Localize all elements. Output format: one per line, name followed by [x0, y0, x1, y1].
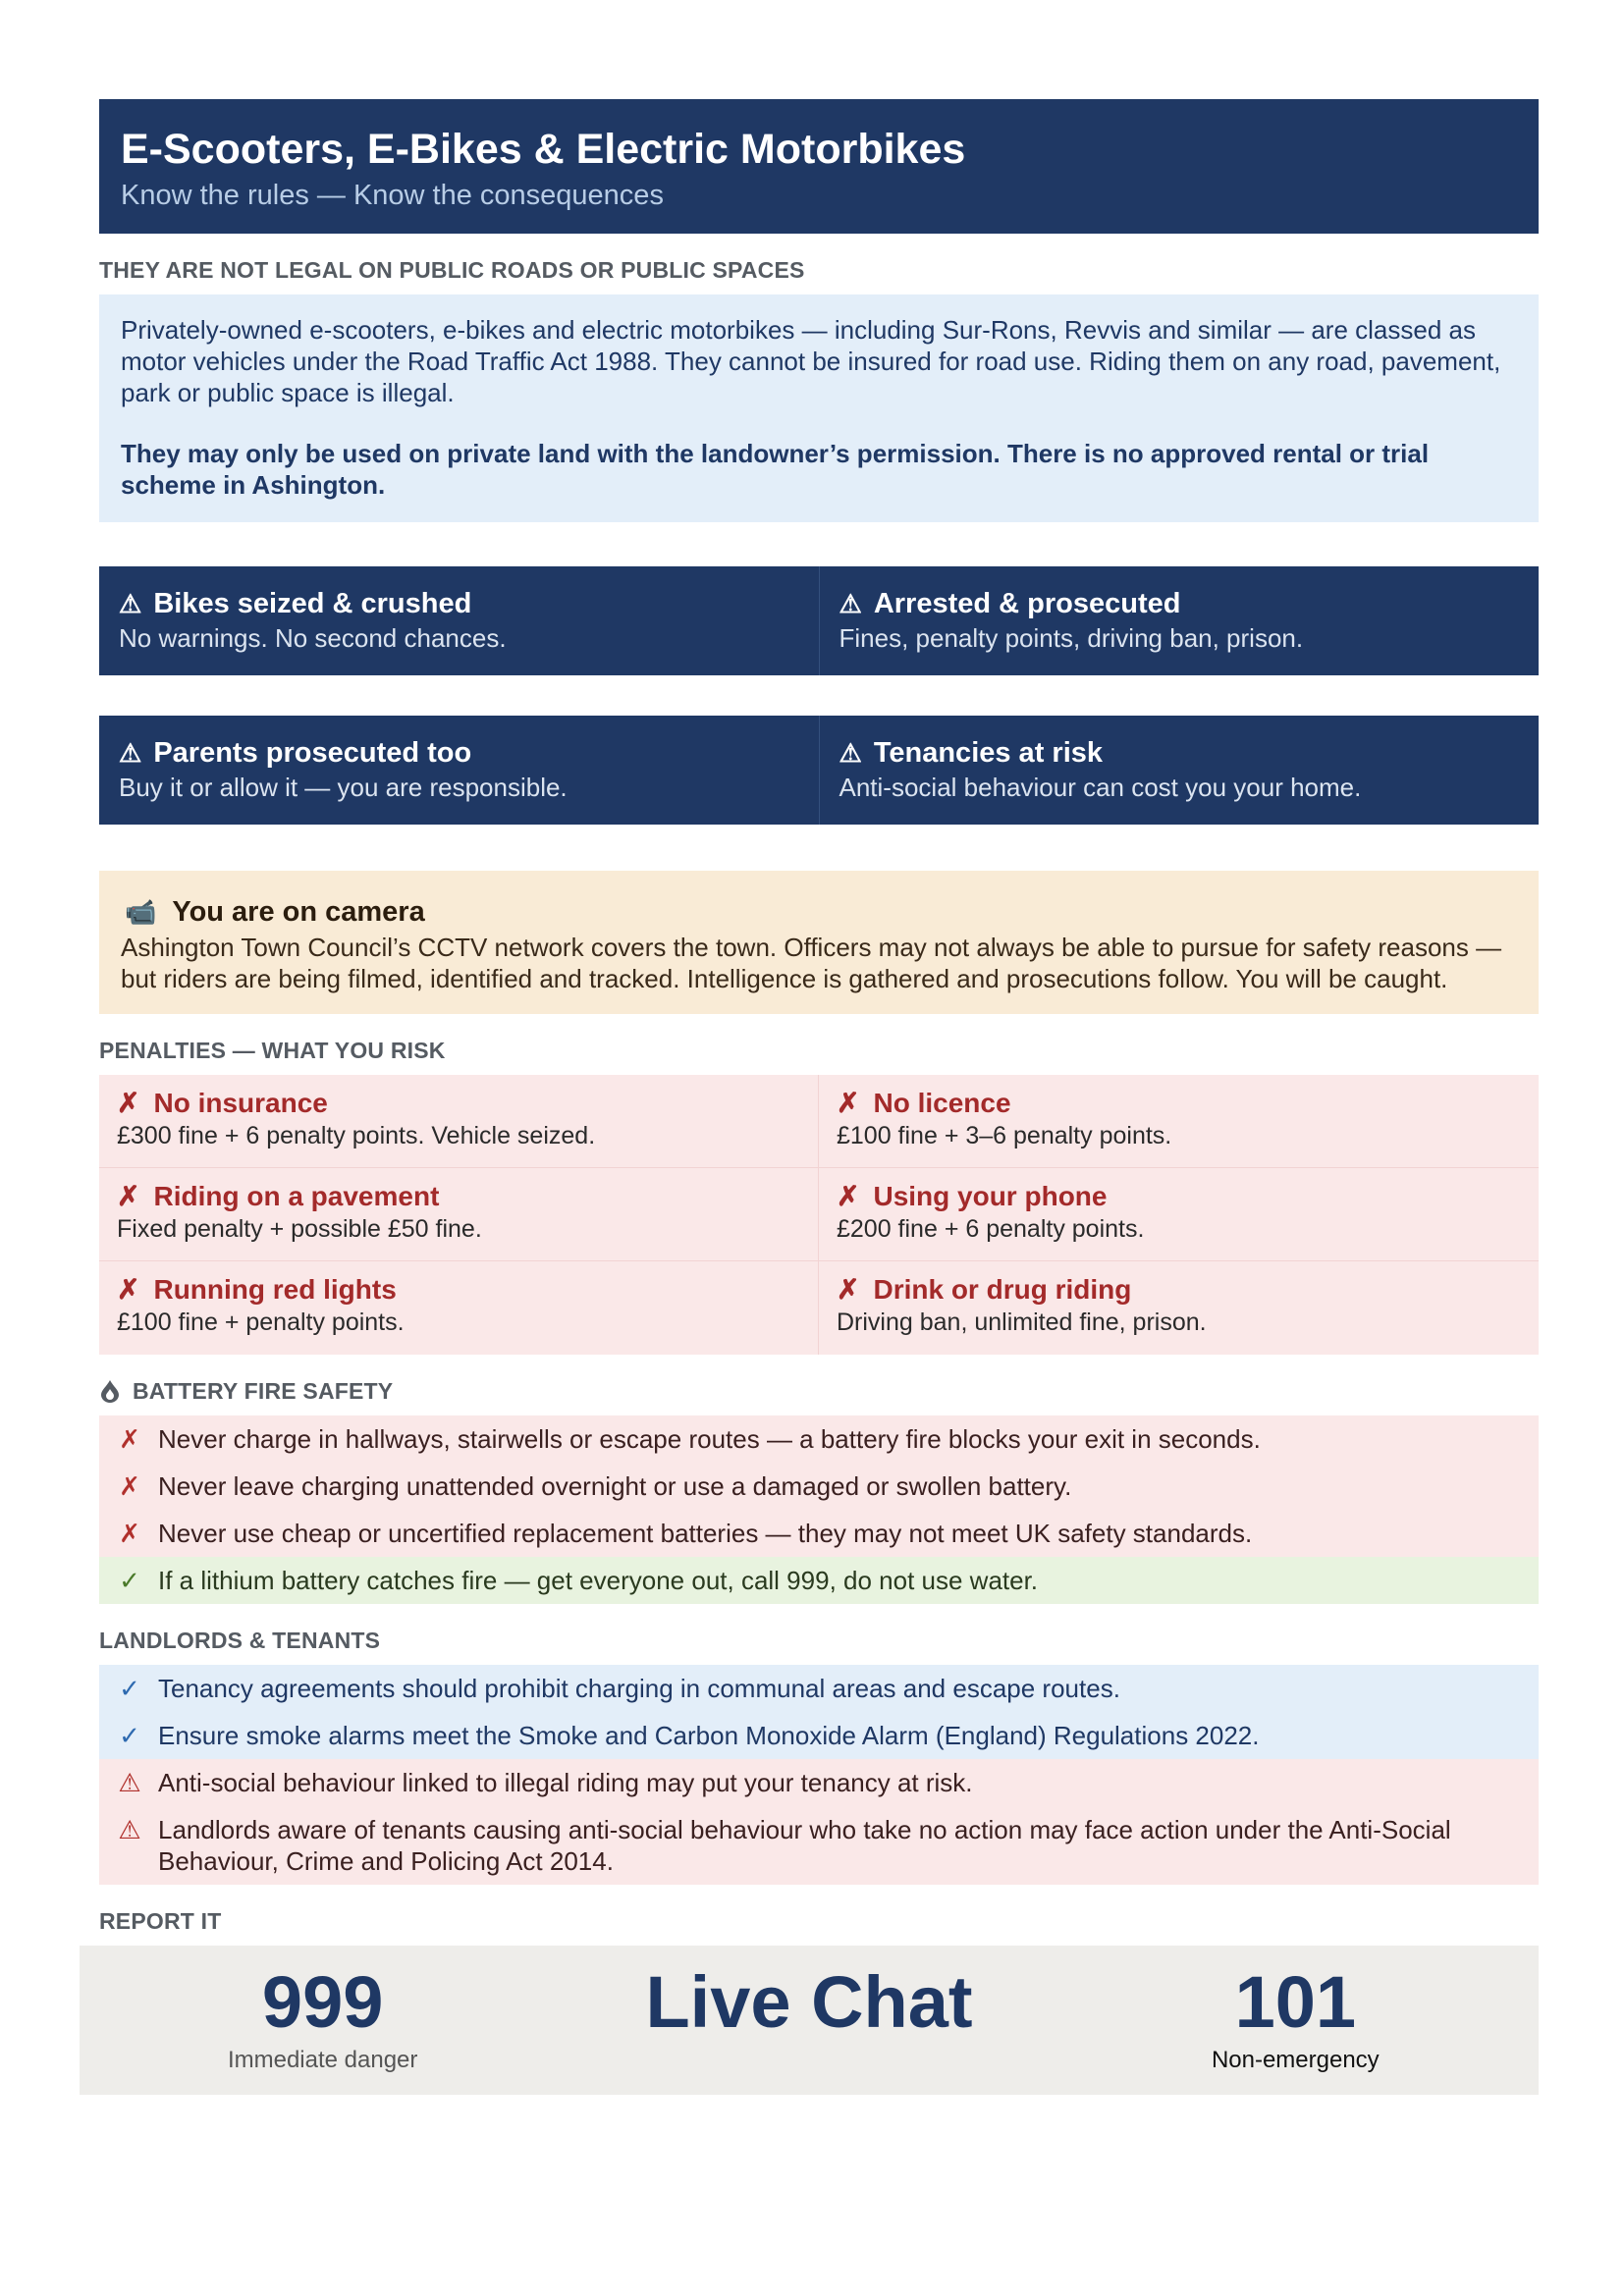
list-item-text: Landlords aware of tenants causing anti-social behaviour who take no action may face action under the Anti-Social Behaviour, Crime and Policing Act 2014. — [158, 1815, 1451, 1876]
penalty-desc: £200 fine + 6 penalty points. — [837, 1215, 1145, 1243]
list-item — [99, 1712, 1539, 1759]
warning-icon: ⚠ — [839, 589, 862, 618]
legal-strong-text: They may only be used on private land with the landowner’s permission. There is no approved rental or trial scheme in Ashington. — [121, 439, 1430, 500]
camera-title: You are on camera — [172, 896, 425, 928]
report-label: Immediate danger — [227, 2047, 418, 2073]
warning-title: Arrested & prosecuted — [873, 588, 1181, 619]
warning-card — [99, 716, 819, 825]
cross-icon: ✗ — [837, 1088, 860, 1118]
legal-box — [99, 294, 1539, 522]
penalty-title: No insurance — [153, 1088, 328, 1118]
list-item — [99, 1806, 1539, 1885]
penalty-desc: Driving ban, unlimited fine, prison. — [837, 1308, 1207, 1336]
penalty-title: Drink or drug riding — [873, 1274, 1132, 1305]
warning-icon: ⚠ — [118, 1815, 141, 1844]
list-item — [99, 1415, 1539, 1463]
report-number: 999 — [261, 1961, 384, 2043]
list-item-text: Never use cheap or uncertified replacement batteries — they may not meet UK safety standards. — [158, 1519, 1253, 1548]
report-number: 101 — [1234, 1961, 1357, 2043]
penalties-grid — [99, 1075, 1539, 1355]
report-option-101 — [1053, 1946, 1539, 2095]
warning-title: Bikes seized & crushed — [153, 588, 472, 619]
flyer — [99, 99, 1539, 2095]
warning-desc: Fines, penalty points, driving ban, prison. — [839, 623, 1304, 653]
report-option-999 — [80, 1946, 566, 2095]
list-item — [99, 1759, 1539, 1806]
cross-icon: ✗ — [837, 1274, 860, 1305]
battery-heading-row — [99, 1374, 1539, 1408]
warning-icon: ⚠ — [118, 1768, 141, 1797]
report-panel — [80, 1946, 1539, 2095]
cross-icon: ✗ — [117, 1088, 140, 1118]
page-subtitle: Know the rules — Know the consequences — [121, 180, 664, 211]
list-item-text: If a lithium battery catches fire — get everyone out, call 999, do not use water. — [158, 1566, 1039, 1595]
cross-icon: ✗ — [117, 1181, 140, 1211]
penalty-title: Riding on a pavement — [153, 1181, 440, 1211]
penalty-item — [819, 1075, 1539, 1168]
report-number: Live Chat — [645, 1961, 973, 2043]
warning-desc: Buy it or allow it — you are responsible. — [119, 773, 568, 802]
warning-icon: ⚠ — [119, 738, 142, 768]
penalty-item — [99, 1261, 819, 1355]
cross-icon: ✗ — [837, 1181, 860, 1211]
warning-row-2 — [99, 716, 1539, 825]
warning-icon: ⚠ — [119, 589, 142, 618]
landlords-list — [99, 1665, 1539, 1885]
list-item — [99, 1665, 1539, 1712]
warning-card — [819, 716, 1540, 825]
warning-title: Tenancies at risk — [873, 737, 1104, 769]
video-camera-icon: 📹 — [125, 897, 157, 927]
list-item-text: Never charge in hallways, stairwells or escape routes — a battery fire blocks your exit in seconds. — [158, 1424, 1261, 1454]
check-icon: ✓ — [119, 1566, 140, 1595]
warning-card — [99, 566, 819, 675]
legal-heading: THEY ARE NOT LEGAL ON PUBLIC ROADS OR PUBLIC SPACES — [99, 257, 805, 283]
cross-icon: ✗ — [117, 1274, 140, 1305]
penalty-item — [99, 1075, 819, 1168]
cross-icon: ✗ — [119, 1471, 140, 1501]
battery-list — [99, 1415, 1539, 1604]
list-item — [99, 1557, 1539, 1604]
penalty-item — [819, 1261, 1539, 1355]
legal-text: Privately-owned e-scooters, e-bikes and electric motorbikes — including Sur-Rons, Revvis and similar — are classed as motor vehicles under the Road Traffic Act 1988. They cannot be insured for road use. Riding them on any road, pavement, park or public space is illegal. — [121, 315, 1501, 407]
report-option-live-chat — [566, 1946, 1052, 2095]
penalty-desc: Fixed penalty + possible £50 fine. — [117, 1215, 482, 1243]
list-item — [99, 1510, 1539, 1557]
check-icon: ✓ — [119, 1721, 140, 1750]
warning-card — [819, 566, 1540, 675]
warning-title: Parents prosecuted too — [153, 737, 472, 769]
penalty-desc: £300 fine + 6 penalty points. Vehicle seized. — [117, 1122, 596, 1149]
warning-row-1 — [99, 566, 1539, 675]
fire-drop-icon — [99, 1379, 121, 1403]
penalty-title: No licence — [873, 1088, 1011, 1118]
warning-desc: No warnings. No second chances. — [119, 623, 507, 653]
page-title: E-Scooters, E-Bikes & Electric Motorbikes — [121, 126, 966, 173]
penalties-heading: PENALTIES — WHAT YOU RISK — [99, 1038, 446, 1063]
list-item — [99, 1463, 1539, 1510]
report-label: Non-emergency — [1211, 2047, 1380, 2073]
cross-icon: ✗ — [119, 1519, 140, 1548]
list-item-text: Ensure smoke alarms meet the Smoke and Carbon Monoxide Alarm (England) Regulations 2022. — [158, 1721, 1260, 1750]
header-banner — [99, 99, 1539, 234]
penalty-desc: £100 fine + 3–6 penalty points. — [837, 1122, 1172, 1149]
landlords-heading: LANDLORDS & TENANTS — [99, 1628, 381, 1653]
penalty-item — [99, 1168, 819, 1261]
penalty-title: Using your phone — [873, 1181, 1108, 1211]
camera-notice — [99, 871, 1539, 1014]
warning-icon: ⚠ — [839, 738, 862, 768]
report-heading: REPORT IT — [99, 1908, 222, 1934]
list-item-text: Tenancy agreements should prohibit charging in communal areas and escape routes. — [158, 1674, 1120, 1703]
cross-icon: ✗ — [119, 1424, 140, 1454]
list-item-text: Anti-social behaviour linked to illegal riding may put your tenancy at risk. — [158, 1768, 973, 1797]
check-icon: ✓ — [119, 1674, 140, 1703]
battery-heading: BATTERY FIRE SAFETY — [133, 1378, 394, 1404]
penalty-item — [819, 1168, 1539, 1261]
warning-desc: Anti-social behaviour can cost you your home. — [839, 773, 1362, 802]
penalty-desc: £100 fine + penalty points. — [117, 1308, 405, 1336]
list-item-text: Never leave charging unattended overnight or use a damaged or swollen battery. — [158, 1471, 1072, 1501]
camera-text: Ashington Town Council’s CCTV network covers the town. Officers may not always be able to pursue for safety reasons — but riders are being filmed, identified and tracked. Intelligence is gathered and prosecutions follow. You will be caught. — [121, 933, 1502, 993]
penalty-title: Running red lights — [153, 1274, 397, 1305]
